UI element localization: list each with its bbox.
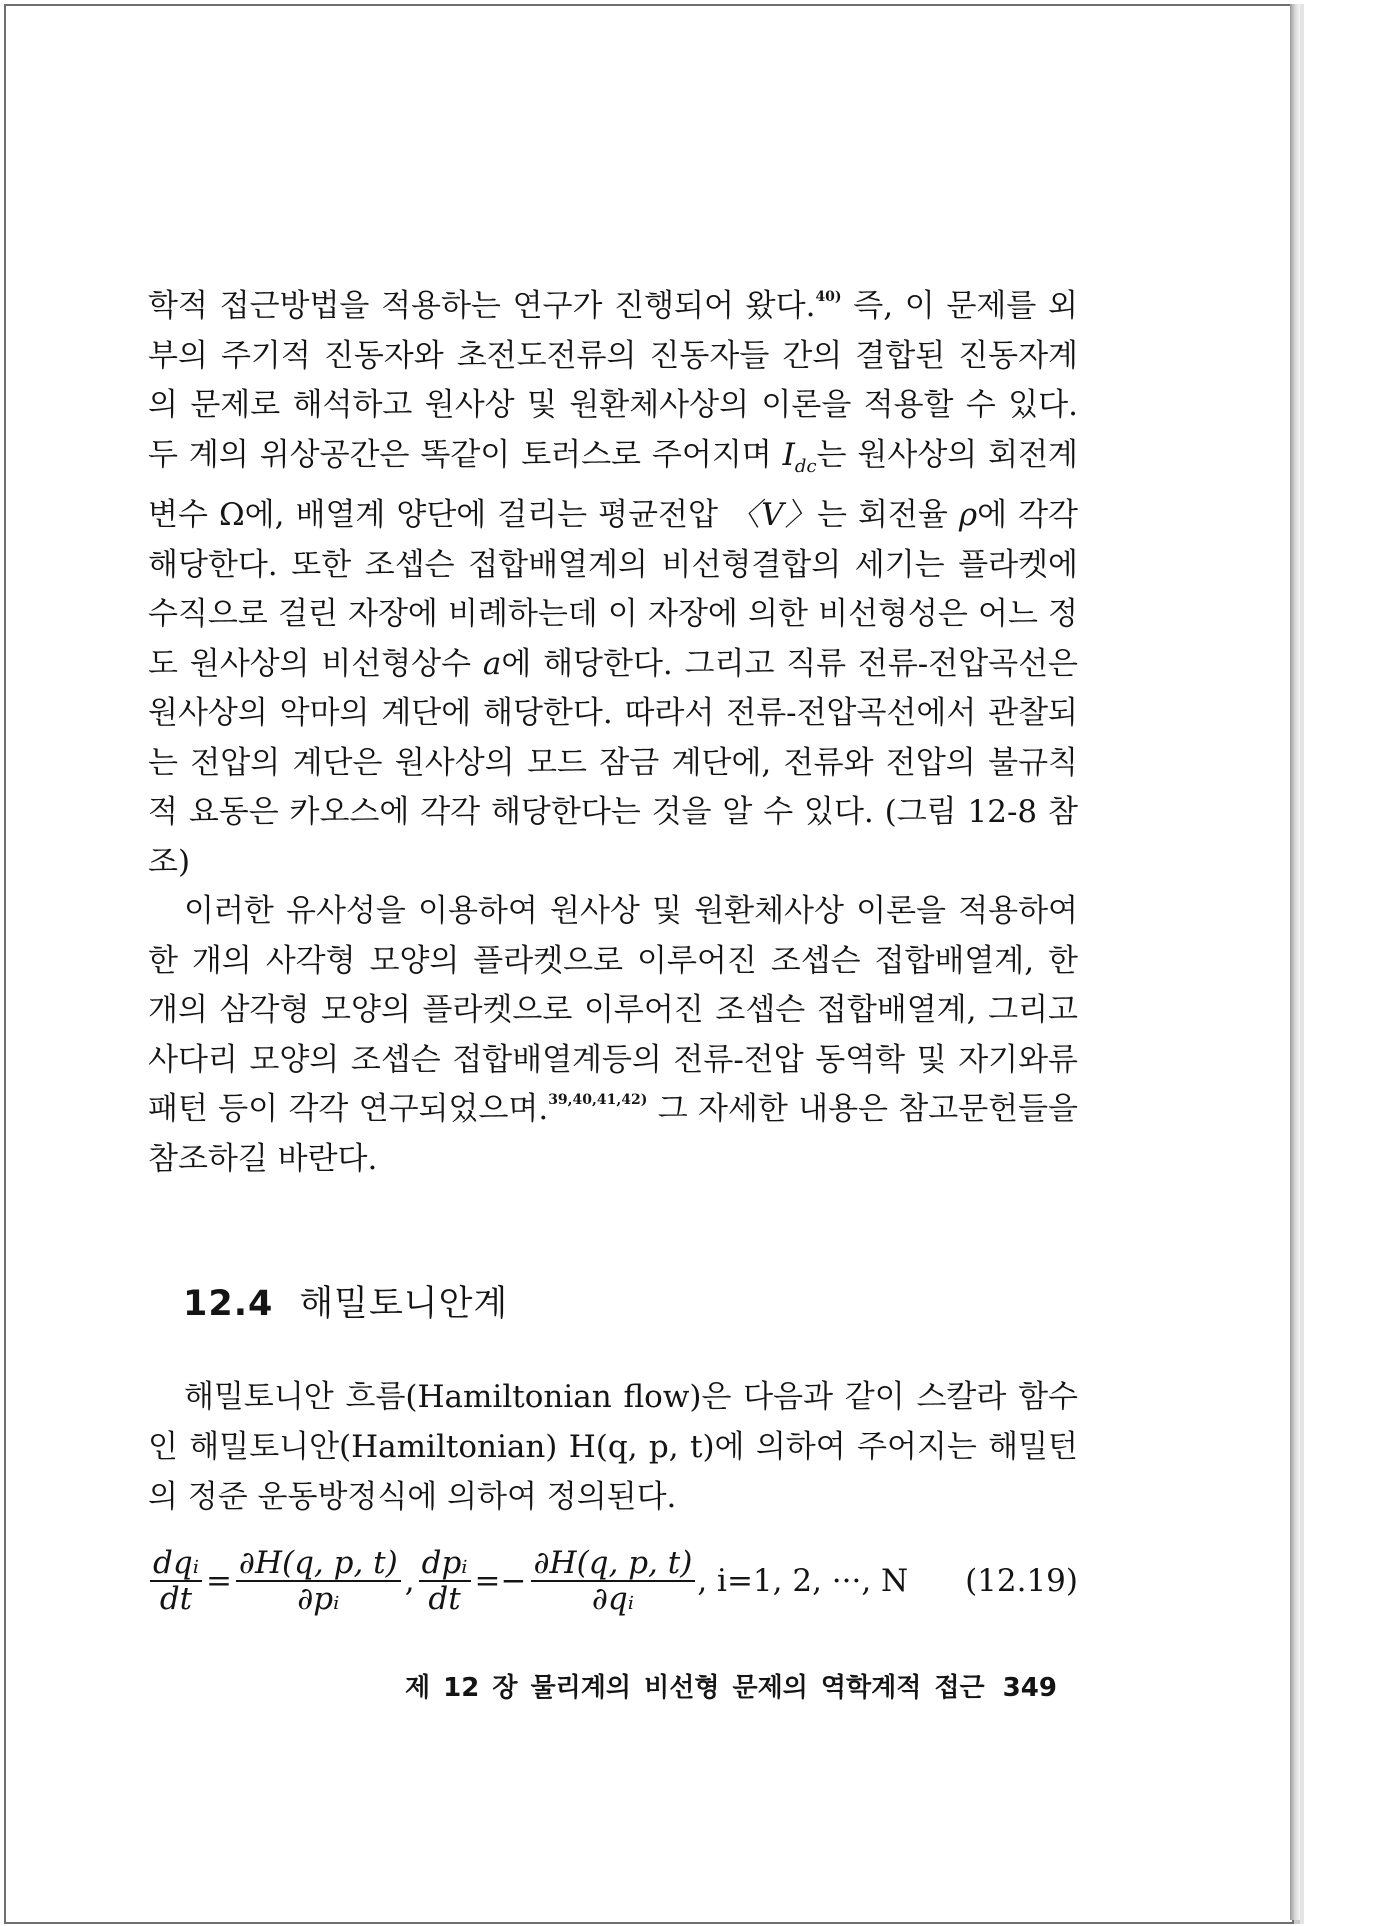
section-heading (183, 1276, 508, 1326)
fraction-denominator: dt (428, 1581, 461, 1617)
symbol-idc (782, 436, 817, 477)
p2-segment-2: 그 자세한 내용은 참고문헌들을 참조하길 바란다. (148, 1091, 1078, 1177)
fraction-denominator: dt (159, 1581, 193, 1617)
fraction-numerator: ∂H(q, p, t) (531, 1546, 696, 1582)
equals-sign: = (205, 1563, 232, 1599)
equals-minus-sign: =− (474, 1563, 527, 1599)
fraction-dh-dqi (531, 1546, 696, 1616)
equation-number: (12.19) (965, 1563, 1078, 1599)
paragraph-3 (148, 1372, 1078, 1522)
fraction-dqi-dt (150, 1546, 202, 1616)
p1-segment-1: 학적 접근방법을 적용하는 연구가 진행되어 왔다. (148, 288, 816, 324)
page-number: 349 (1002, 1673, 1057, 1703)
fraction-dpi-dt (419, 1546, 471, 1616)
section-title: 해밀토니안계 (299, 1284, 509, 1324)
fraction-numerator: dqᵢ (150, 1546, 202, 1582)
symbol-idc-base: I (782, 436, 795, 473)
symbol-a: a (482, 645, 502, 682)
p1-segment-3: 는 원사상의 회전계변수 Ω에, 배열계 양단에 걸리는 평균전압 (148, 436, 1078, 534)
p1-segment-4: 는 회전율 (816, 497, 959, 534)
running-footer-chapter: 제 12 장 물리계의 비선형 문제의 역학계적 접근 (405, 1673, 985, 1703)
fraction-dh-dpi (236, 1546, 401, 1616)
p2-segment-1: 이러한 유사성을 이용하여 원사상 및 원환체사상 이론을 적용하여 한 개의 사각형 모양의 플라켓으로 이루어진 조셉슨 접합배열계, 한 개의 삼각형 모양의 플라켓으로 이루어진 조셉슨 접합배열계, 그리고 사다리 모양의 조셉슨 접합배열계등의 전류-전압 동역학 및 자기와류패턴 등이 각각 연구되었으며. (148, 893, 1078, 1128)
section-number: 12.4 (183, 1284, 274, 1324)
symbol-v: 〈V〉 (729, 497, 817, 534)
equation-body (148, 1546, 908, 1616)
symbol-rho: ρ (958, 497, 978, 534)
paragraph-1 (148, 282, 1078, 1184)
paragraph-1-text (148, 282, 1078, 887)
reference-39-42: 39,40,41,42) (548, 1092, 648, 1109)
comma-separator: , (404, 1563, 415, 1599)
p1-segment-5: 에 각각 해당한다. 또한 조셉슨 접합배열계의 비선형결합의 세기는 플라켓에 수직으로 걸린 자장에 비례하는데 이 자장에 의한 비선형성은 어느 정도 원사상의 비선형상수 (148, 497, 1078, 682)
reference-40: 40) (815, 289, 842, 305)
p1-segment-6: 에 해당한다. 그리고 직류 전류-전압곡선은 원사상의 악마의 계단에 해당한다. 따라서 전류-전압곡선에서 관찰되는 전압의 계단은 원사상의 모드 잠금 계단에, 전류와 전압의 불규칙적 요동은 카오스에 각각 해당한다는 것을 알 수 있다. (그림 12-8 참조) (148, 645, 1078, 880)
index-range: , i=1, 2, ···, N (697, 1563, 909, 1599)
equation-12-19 (148, 1546, 1078, 1616)
p1-segment-2: 즉, 이 문제를 외부의 주기적 진동자와 초전도전류의 진동자들 간의 결합된 진동자계의 문제로 해석하고 원사상 및 원환체사상의 이론을 적용할 수 있다. 두 계의 위상공간은 똑같이 토러스로 주어지며 (148, 288, 1078, 473)
paragraph-2 (148, 887, 1078, 1184)
page-footer (405, 1667, 1057, 1704)
fraction-numerator: dpᵢ (419, 1546, 471, 1582)
fraction-numerator: ∂H(q, p, t) (236, 1546, 401, 1582)
fraction-denominator: ∂qᵢ (591, 1581, 634, 1617)
fraction-denominator: ∂pᵢ (297, 1581, 340, 1617)
page-edge (1290, 4, 1300, 1920)
symbol-idc-sub: dc (794, 455, 817, 477)
paragraph-3-text: 해밀토니안 흐름(Hamiltonian flow)은 다음과 같이 스칼라 함수인 해밀토니안(Hamiltonian) H(q, p, t)에 의하여 주어지는 해밀턴의 정준 운동방정식에 의하여 정의된다. (148, 1379, 1078, 1515)
